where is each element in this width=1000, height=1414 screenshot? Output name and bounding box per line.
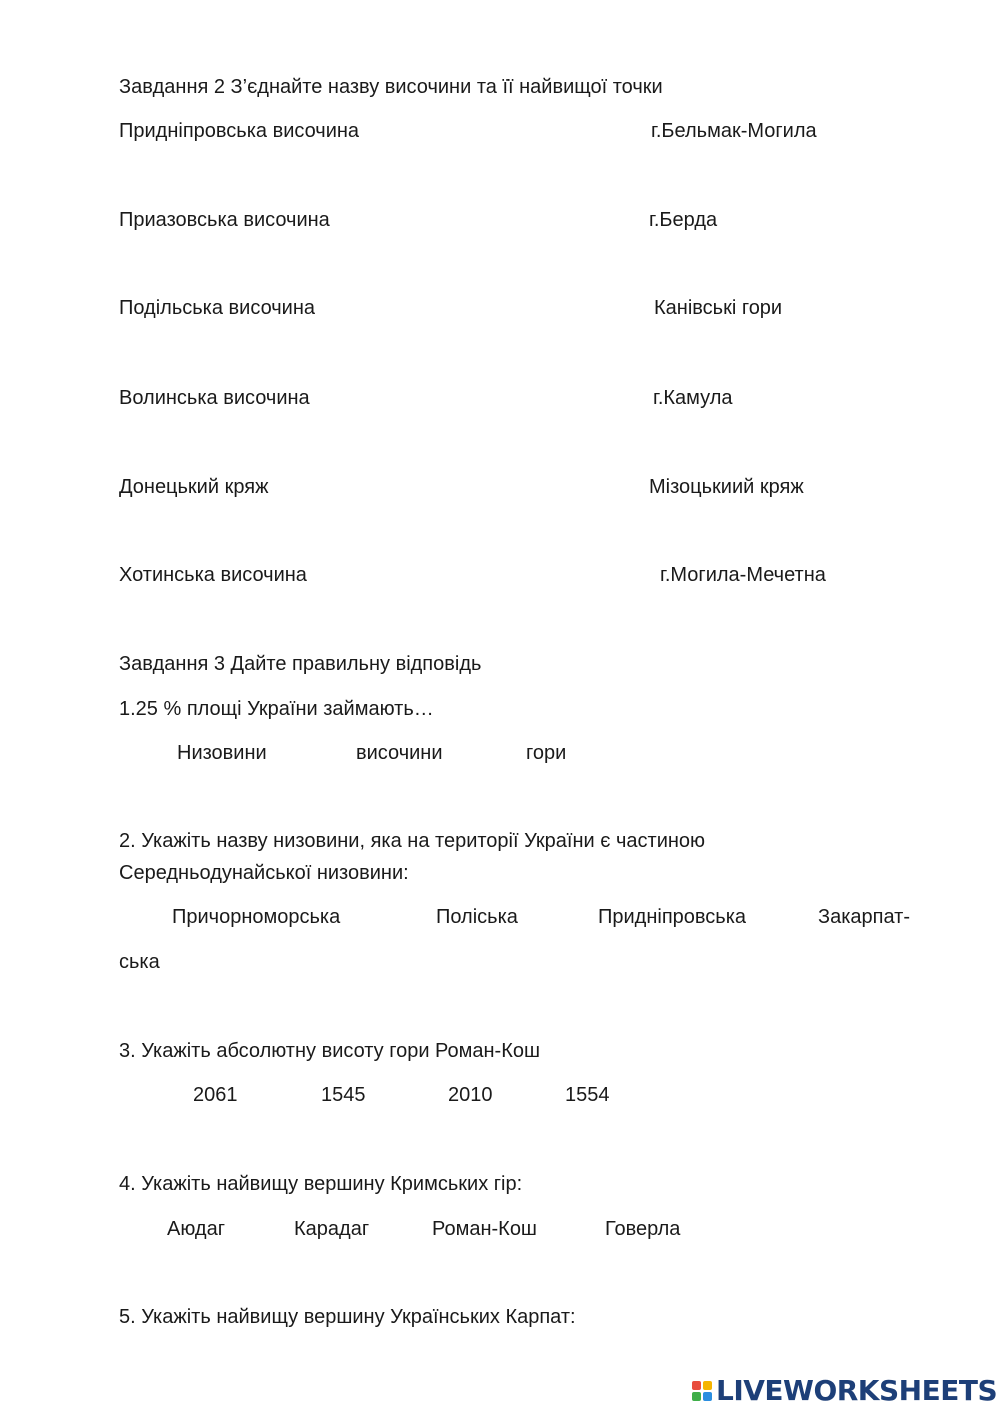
q2-option: Закарпат- [818,906,910,928]
q2-option: Причорноморська [172,906,341,928]
task2-left-item: Донецький кряж [119,476,269,498]
q3-option: 2061 [193,1084,238,1106]
task2-right-item: Канівські гори [654,297,783,319]
q1-option: Низовини [177,742,267,764]
q1-option: височини [356,742,443,764]
q5-text: 5. Укажіть найвищу вершину Українських Карпат: [119,1306,576,1328]
task2-left-item: Подільська височина [119,297,316,319]
logo-wordmark: LIVEWORKSHEETS [716,1374,998,1407]
task2-left-item: Придніпровська височина [119,120,360,142]
task2-left-item: Хотинська височина [119,564,307,586]
task2-left-item: Приазовська височина [119,209,330,231]
q3-option: 2010 [448,1084,493,1106]
task2-right-item: Мізоцькиий кряж [649,476,804,498]
task2-right-item: г.Камула [653,387,733,409]
q3-text: 3. Укажіть абсолютну висоту гори Роман-Кош [119,1040,541,1062]
task3-title: Завдання 3 Дайте правильну відповідь [119,653,482,675]
task2-title: Завдання 2 З’єднайте назву височини та її найвищої точки [119,76,663,98]
q2-option: Поліська [436,906,518,928]
q2-option-wrap: ська [119,951,160,973]
q4-option: Роман-Кош [432,1218,537,1240]
liveworksheets-logo-icon [692,1381,712,1401]
task2-left-item: Волинська височина [119,387,310,409]
task2-right-item: г.Берда [649,209,718,231]
q3-option: 1545 [321,1084,366,1106]
q2-text-line2: Середньодунайської низовини: [119,862,409,884]
q4-text: 4. Укажіть найвищу вершину Кримських гір: [119,1173,523,1195]
q1-option: гори [526,742,567,764]
q2-option: Придніпровська [598,906,747,928]
q4-option: Карадаг [294,1218,370,1240]
task2-right-item: г.Могила-Мечетна [660,564,826,586]
q3-option: 1554 [565,1084,610,1106]
q4-option: Аюдаг [167,1218,225,1240]
task2-right-item: г.Бельмак-Могила [651,120,817,142]
q1-text: 1.25 % площі України займають… [119,698,434,720]
q4-option: Говерла [605,1218,681,1240]
q2-text-line1: 2. Укажіть назву низовини, яка на території України є частиною [119,830,706,852]
liveworksheets-logo [692,1376,997,1406]
